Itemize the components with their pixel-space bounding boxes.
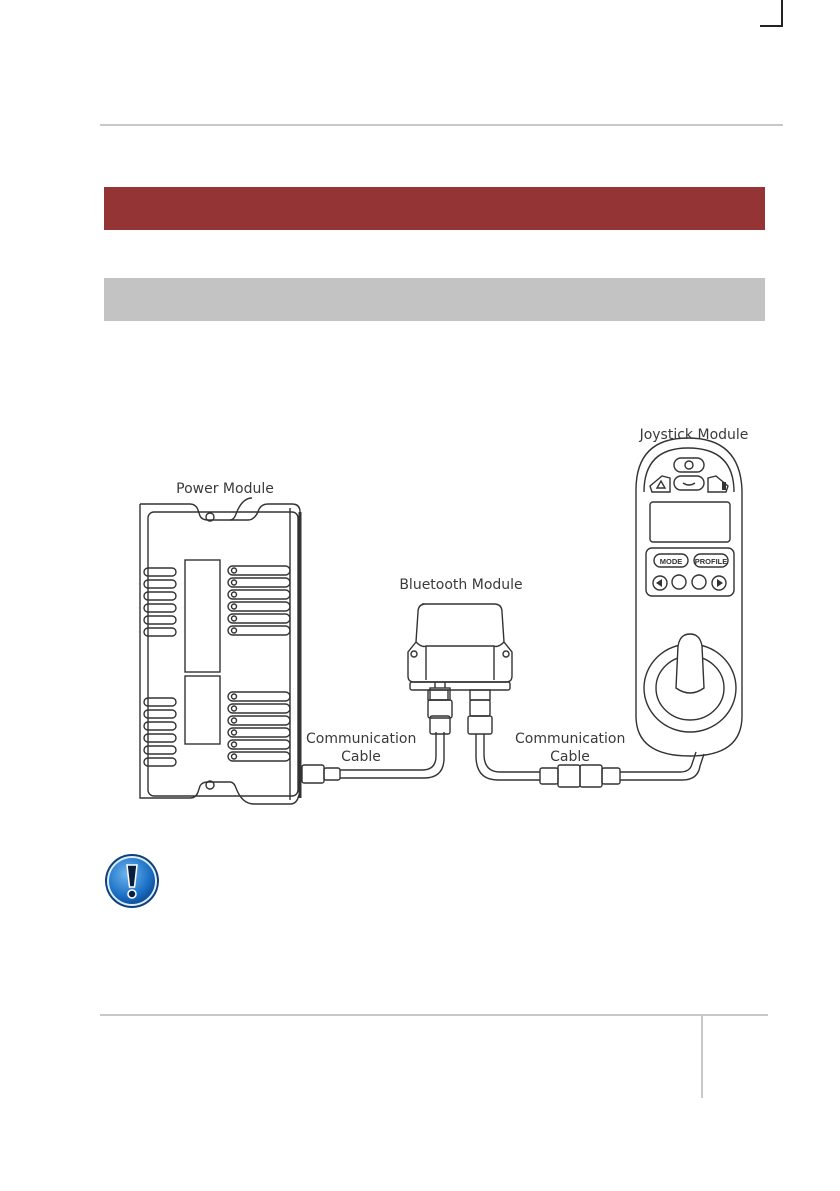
joystick-profile-label: PROFILE <box>694 557 728 566</box>
footer-divider <box>701 1016 703 1098</box>
joystick-module-illustration <box>636 438 742 756</box>
communication-cable-left-text: Communication Cable <box>306 731 417 765</box>
power-module-illustration <box>140 498 300 804</box>
bluetooth-module-label: Bluetooth Module <box>399 577 523 593</box>
power-module-label: Power Module <box>176 481 274 497</box>
communication-cable-left-label <box>296 730 426 766</box>
section-title-band <box>104 187 765 230</box>
notice-exclamation-icon <box>103 852 161 910</box>
page-corner-mark <box>781 0 783 26</box>
communication-cable-right-text: Communication Cable <box>515 731 626 765</box>
subsection-title-band <box>104 278 765 321</box>
communication-cable-right-label <box>505 730 635 766</box>
joystick-module-label: Joystick Module <box>639 427 749 443</box>
bluetooth-module-illustration <box>408 604 512 700</box>
footer-rule <box>100 1014 768 1016</box>
header-rule <box>100 124 783 126</box>
page-corner-mark-bottom <box>760 25 783 27</box>
joystick-mode-label: MODE <box>659 557 683 566</box>
